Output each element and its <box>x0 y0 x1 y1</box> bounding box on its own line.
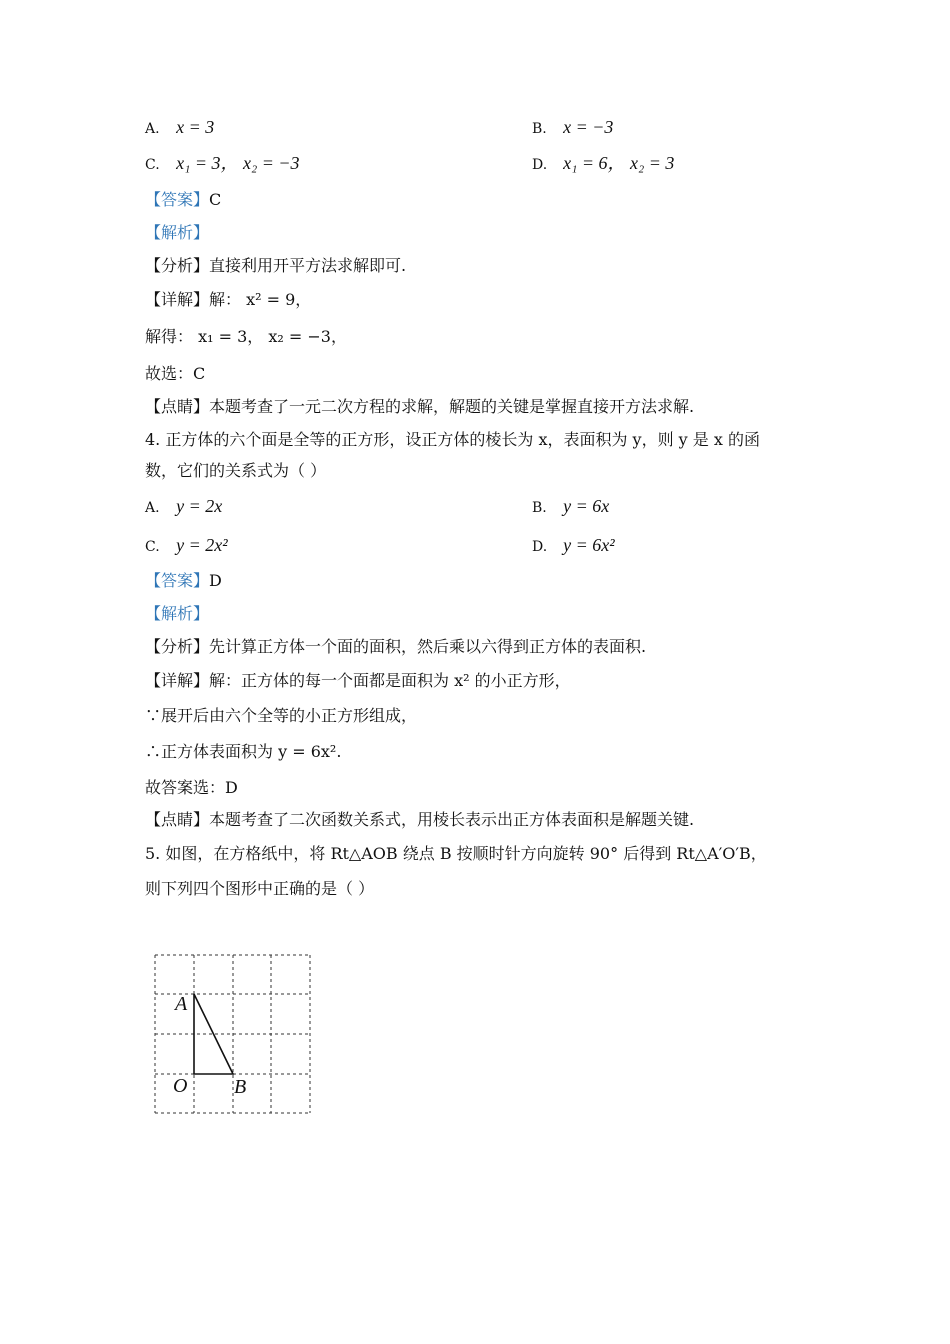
option-expr: x₁ = 6， x₂ = 3 <box>563 153 675 173</box>
fenxi-text: 直接利用开平方法求解即可. <box>209 256 407 275</box>
q3-fenxi <box>145 255 406 277</box>
q5-stem-line1 <box>145 843 767 865</box>
q4-answer <box>145 570 222 592</box>
q3-choose <box>145 363 205 385</box>
fenxi-tag: 【分析】 <box>145 637 210 656</box>
choose-text: 故答案选：D <box>145 778 238 797</box>
label-a: A <box>175 993 188 1015</box>
option-letter: A. <box>145 121 160 137</box>
q4-xiangjie <box>145 670 571 692</box>
q4-option-c <box>145 534 228 558</box>
q5-stem2: 则下列四个图形中正确的是（ ） <box>145 879 375 898</box>
q4-choose <box>145 777 238 799</box>
answer-value: D <box>209 571 222 590</box>
q4-dianjing <box>145 809 694 831</box>
solve-text: 解得： x₁ = 3， x₂ = −3， <box>145 327 347 346</box>
q4-analysis-tag <box>145 603 209 625</box>
q3-xiangjie <box>145 289 311 311</box>
option-letter: C. <box>145 157 160 173</box>
option-expr: x = 3 <box>176 117 215 137</box>
q4-option-d <box>532 534 615 558</box>
option-letter: B. <box>532 500 547 516</box>
fenxi-tag: 【分析】 <box>145 256 210 275</box>
option-letter: C. <box>145 539 160 555</box>
fenxi-text: 先计算正方体一个面的面积，然后乘以六得到正方体的表面积. <box>209 637 647 656</box>
xiangjie-tag: 【详解】 <box>145 671 210 690</box>
q5-stem1: 5. 如图，在方格纸中，将 Rt△AOB 绕点 B 按顺时针方向旋转 90° 后得到 Rt△A′O′B， <box>145 844 767 863</box>
xiangjie-tag: 【详解】 <box>145 290 210 309</box>
q4-fenxi <box>145 636 646 658</box>
q3-answer <box>145 189 221 211</box>
xiangjie-text: 解： x² = 9， <box>209 290 312 309</box>
q4-option-a <box>145 495 222 519</box>
label-o: O <box>173 1075 188 1097</box>
choose-text: 故选：C <box>145 364 206 383</box>
q4-option-b <box>532 495 609 519</box>
q3-dianjing <box>145 396 694 418</box>
jiexi-tag: 【解析】 <box>145 604 210 623</box>
dianjing-text: 本题考查了二次函数关系式，用棱长表示出正方体表面积是解题关键. <box>209 810 695 829</box>
label-b: B <box>234 1076 247 1098</box>
grid-figure <box>150 948 320 1127</box>
q4-because <box>145 705 417 727</box>
xiangjie-text: 解：正方体的每一个面都是面积为 x² 的小正方形， <box>209 671 571 690</box>
q4-stem1: 4. 正方体的六个面是全等的正方形，设正方体的棱长为 x，表面积为 y，则 y 是 x 的函 <box>145 430 760 449</box>
q3-option-c <box>145 152 300 176</box>
answer-tag: 【答案】 <box>145 571 210 590</box>
dianjing-tag: 【点睛】 <box>145 397 210 416</box>
dianjing-text: 本题考查了一元二次方程的求解，解题的关键是掌握直接开方法求解. <box>209 397 695 416</box>
dianjing-tag: 【点睛】 <box>145 810 210 829</box>
because-text: ∵展开后由六个全等的小正方形组成， <box>145 706 418 725</box>
q4-stem2: 数，它们的关系式为（ ） <box>145 461 327 480</box>
q3-option-d <box>532 152 674 176</box>
q4-stem-line2 <box>145 460 326 482</box>
answer-tag: 【答案】 <box>145 190 210 209</box>
jiexi-tag: 【解析】 <box>145 223 210 242</box>
q3-analysis-tag <box>145 222 209 244</box>
grid-figure-svg <box>150 948 320 1123</box>
option-expr: y = 6x² <box>563 535 615 555</box>
q4-therefore <box>145 741 341 763</box>
therefore-text: ∴正方体表面积为 y = 6x². <box>145 742 342 761</box>
answer-value: C <box>209 190 222 209</box>
q3-solve <box>145 326 347 348</box>
option-expr: y = 2x² <box>176 535 228 555</box>
q5-stem-line2 <box>145 878 374 900</box>
option-expr: x₁ = 3， x₂ = −3 <box>176 153 300 173</box>
q4-stem-line1 <box>145 429 760 451</box>
option-expr: x = −3 <box>563 117 614 137</box>
option-letter: B. <box>532 121 547 137</box>
option-letter: A. <box>145 500 160 516</box>
q3-option-a <box>145 116 214 140</box>
option-expr: y = 6x <box>563 496 610 516</box>
option-letter: D. <box>532 539 548 555</box>
option-letter: D. <box>532 157 548 173</box>
q3-option-b <box>532 116 613 140</box>
option-expr: y = 2x <box>176 496 223 516</box>
